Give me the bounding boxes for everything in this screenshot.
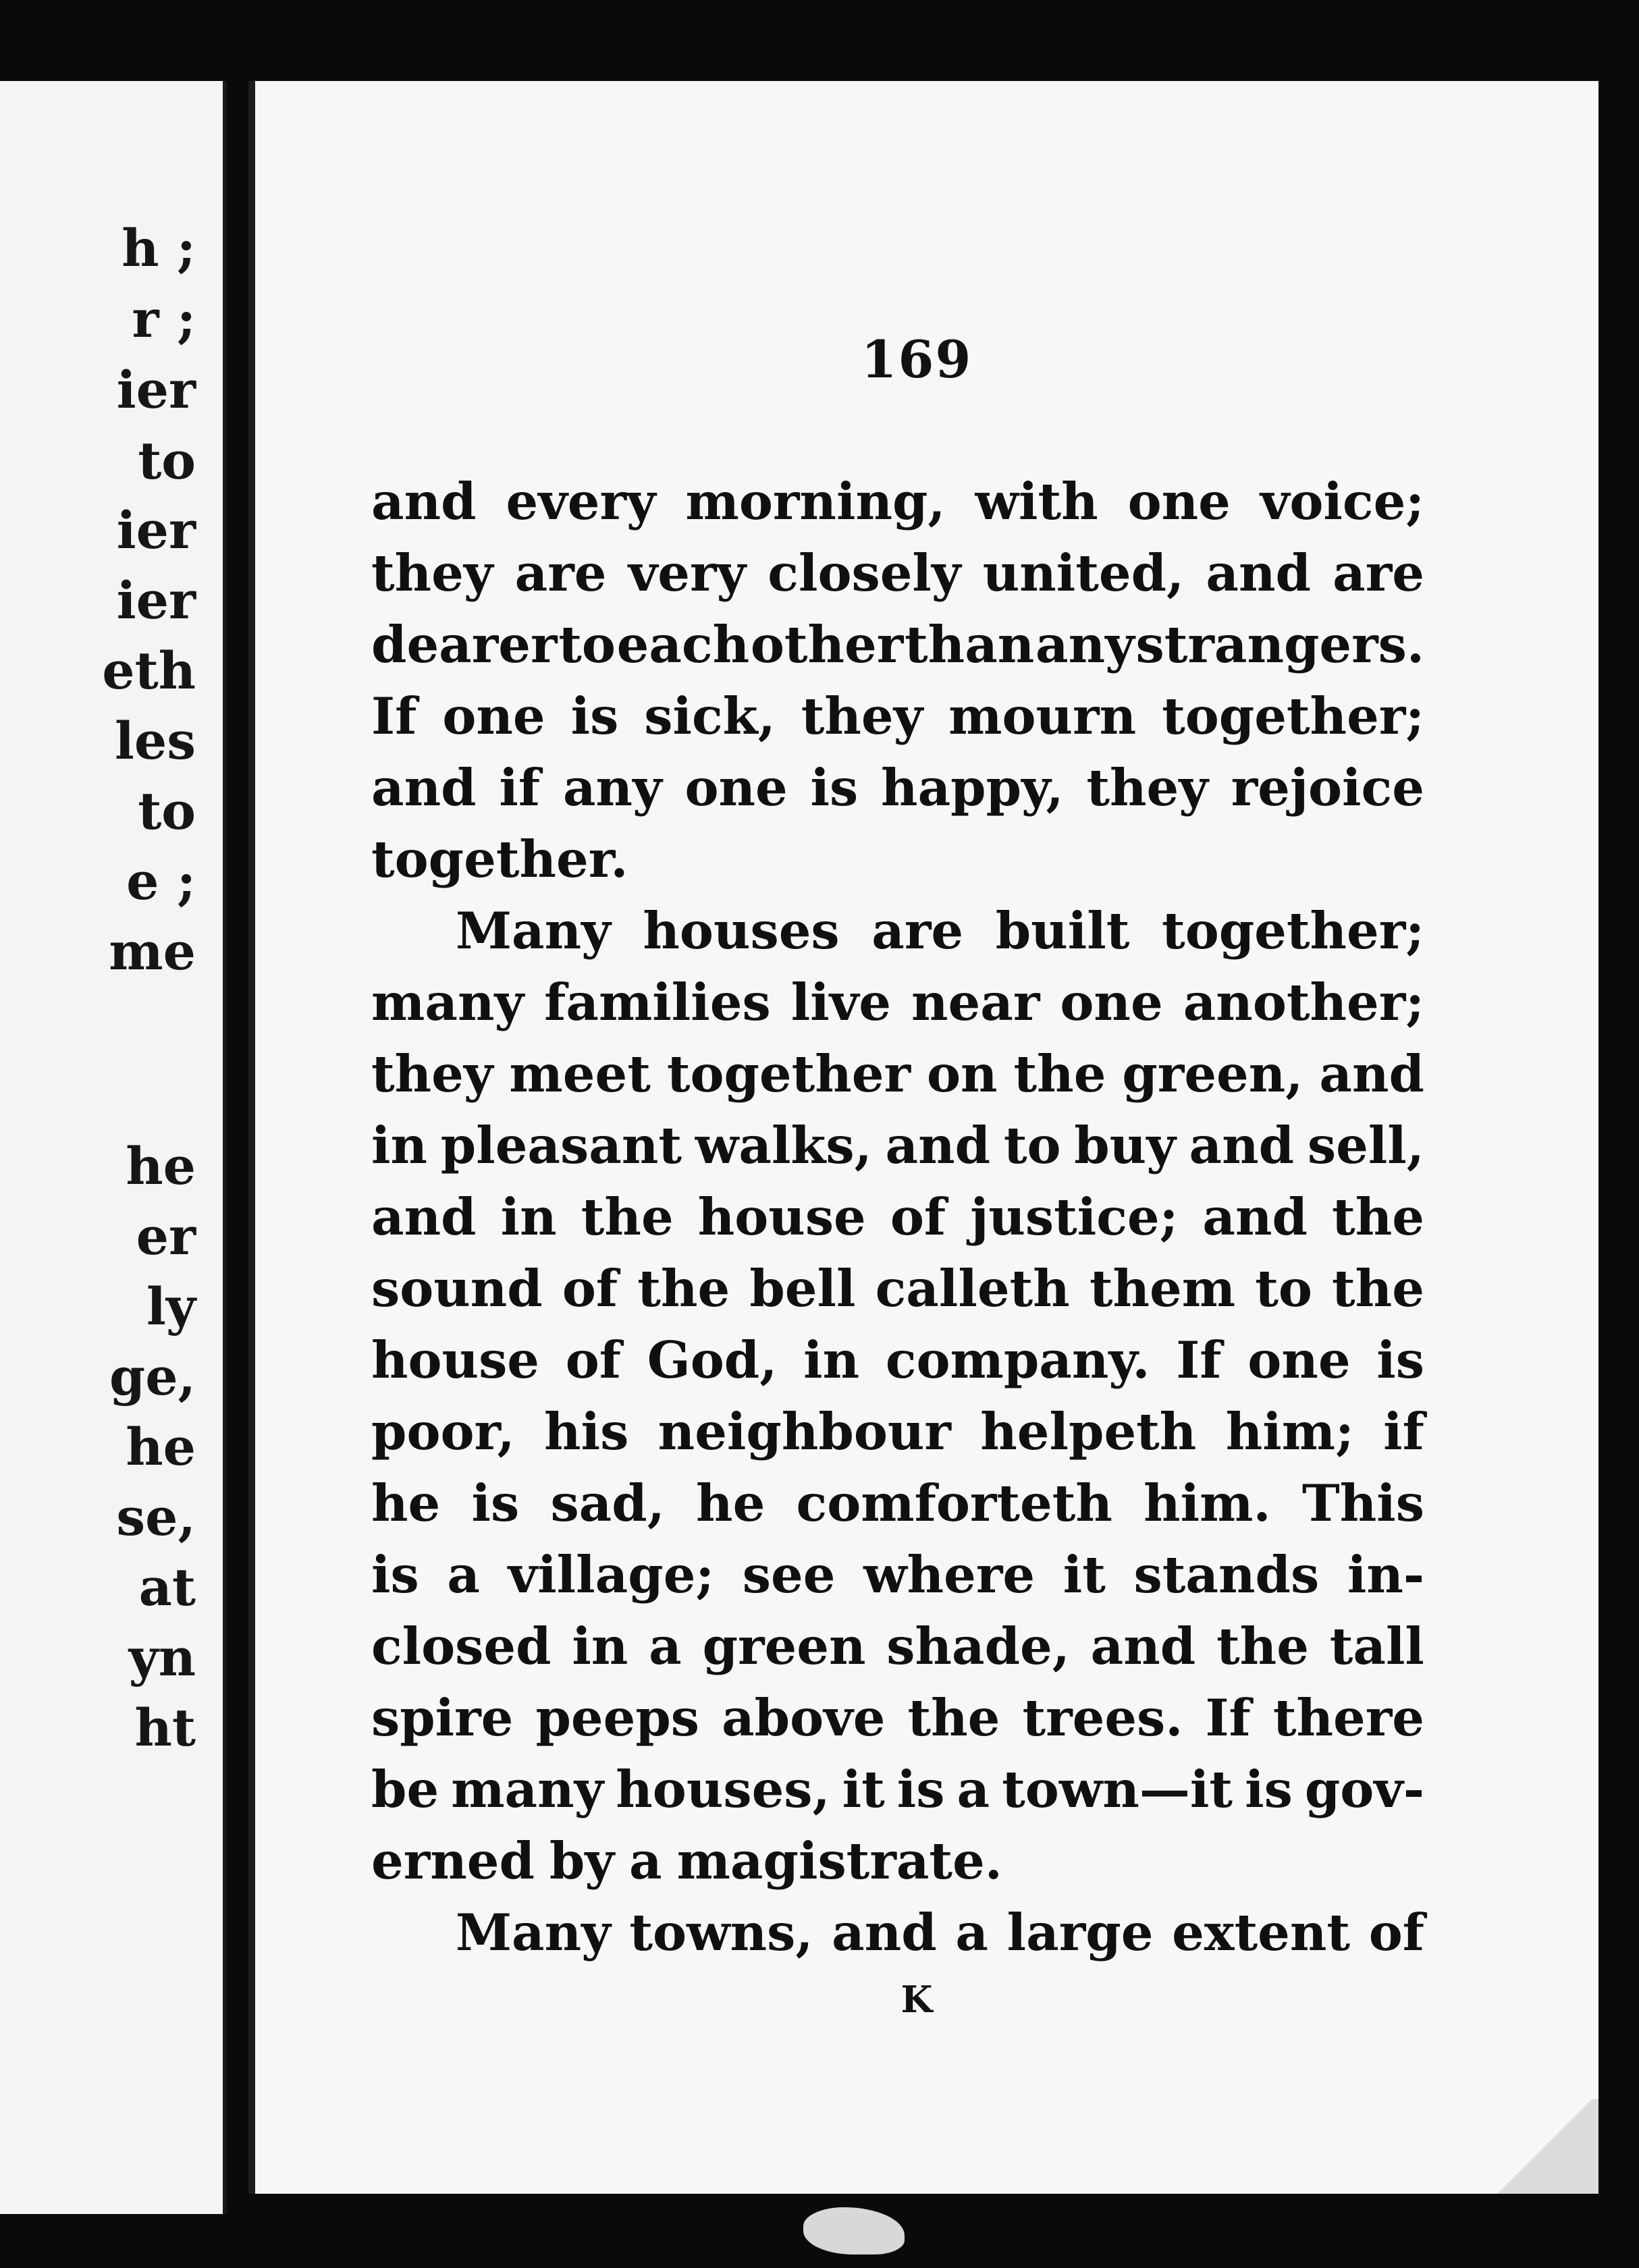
word: see	[742, 1545, 836, 1604]
left-page-fragment: r ;	[132, 289, 196, 349]
word: sound	[371, 1259, 543, 1318]
word: united,	[982, 543, 1185, 603]
word: one	[1247, 1330, 1351, 1390]
word: they	[1086, 758, 1208, 817]
word: and	[1090, 1617, 1196, 1676]
text-line	[371, 537, 1424, 609]
word: in-	[1347, 1545, 1424, 1604]
word: is	[371, 1545, 419, 1604]
word: above	[722, 1688, 886, 1748]
left-page-fragment: se,	[116, 1487, 196, 1547]
word: one	[684, 758, 788, 817]
word: God,	[647, 1330, 778, 1390]
word: company.	[885, 1330, 1150, 1390]
word: of	[565, 1330, 622, 1390]
word: green	[702, 1617, 866, 1676]
word: built	[995, 901, 1130, 961]
word: and	[1206, 543, 1311, 603]
left-page-fragment: ge,	[109, 1347, 196, 1407]
text-line	[371, 1181, 1424, 1253]
word: and	[371, 758, 477, 817]
word: trees.	[1022, 1688, 1183, 1748]
text-line	[371, 824, 1424, 895]
word: If	[371, 686, 417, 746]
word: shade,	[886, 1617, 1070, 1676]
text-line	[371, 752, 1424, 824]
word: on	[927, 1044, 998, 1104]
left-page-fragment: ier	[116, 500, 196, 560]
word: are	[1333, 543, 1424, 603]
word: houses,	[616, 1760, 830, 1819]
word: of	[1368, 1903, 1424, 1962]
left-page-fragment: e ;	[126, 851, 196, 911]
word: it	[842, 1760, 885, 1819]
word: each	[616, 615, 750, 674]
text-line	[371, 680, 1424, 752]
left-page-fragment: eth	[102, 641, 196, 701]
word: than	[905, 615, 1035, 674]
left-page-fragment: he	[126, 1417, 196, 1477]
word: the	[1216, 1617, 1309, 1676]
word: another;	[1183, 973, 1424, 1032]
body-text	[371, 466, 1424, 1968]
word: morning,	[685, 472, 946, 531]
text-line	[371, 895, 1424, 967]
left-page-fragment: to	[138, 431, 196, 491]
word: green,	[1122, 1044, 1304, 1104]
word: to	[558, 615, 616, 674]
word: they	[801, 686, 923, 746]
text-line	[371, 1467, 1424, 1539]
left-page-fragment: les	[114, 711, 196, 771]
text-line	[371, 967, 1424, 1038]
text-line	[371, 1611, 1424, 1682]
word: and	[885, 1116, 991, 1175]
word: it	[1063, 1545, 1106, 1604]
word: tall	[1329, 1617, 1424, 1676]
word: house	[697, 1187, 866, 1247]
word: helpeth	[980, 1402, 1197, 1461]
word: mourn	[948, 686, 1137, 746]
word: sell,	[1307, 1116, 1424, 1175]
word: town—it	[1002, 1760, 1233, 1819]
left-page-fragment: ier	[116, 570, 196, 630]
word: stands	[1133, 1545, 1320, 1604]
text-line	[371, 1897, 1424, 1968]
page-number: 169	[861, 329, 973, 389]
left-page-fragment: ht	[134, 1698, 196, 1758]
text-line	[371, 1539, 1424, 1611]
word: large	[1006, 1903, 1154, 1962]
word: a	[447, 1545, 480, 1604]
word: comforteth	[796, 1474, 1112, 1533]
word: and	[371, 472, 477, 531]
word: happy,	[881, 758, 1064, 817]
word: other	[750, 615, 904, 674]
word: the	[1332, 1187, 1424, 1247]
word: him.	[1144, 1474, 1271, 1533]
left-page-fragment: to	[138, 781, 196, 841]
word: with	[975, 472, 1098, 531]
word: sick,	[644, 686, 776, 746]
word: in	[572, 1617, 628, 1676]
word: to	[1003, 1116, 1061, 1175]
text-line	[371, 466, 1424, 537]
word: if	[1383, 1402, 1424, 1461]
word: together;	[1162, 686, 1424, 746]
word: rejoice	[1231, 758, 1424, 817]
word: and	[1319, 1044, 1424, 1104]
left-page-fragment: he	[126, 1136, 196, 1196]
word: houses	[643, 901, 840, 961]
word: in	[803, 1330, 860, 1390]
word: a	[649, 1617, 682, 1676]
word: buy	[1074, 1116, 1176, 1175]
word: together	[666, 1044, 911, 1104]
word: many	[371, 973, 525, 1032]
word: magistrate.	[676, 1831, 1002, 1891]
word: neighbour	[657, 1402, 951, 1461]
word: is	[896, 1760, 945, 1819]
word: by	[549, 1831, 614, 1891]
text-line	[371, 1682, 1424, 1754]
word: Many	[456, 1903, 611, 1962]
left-page-fragment: h ;	[122, 218, 196, 278]
word: voice;	[1260, 472, 1424, 531]
word: is	[810, 758, 859, 817]
folded-page-corner	[1490, 2099, 1598, 2194]
word: dearer	[371, 615, 558, 674]
left-page-fragment: me	[109, 921, 196, 981]
word: be	[371, 1760, 439, 1819]
word: a	[957, 1760, 990, 1819]
word: are	[871, 901, 964, 961]
word: is	[471, 1474, 520, 1533]
word: together;	[1162, 901, 1424, 961]
word: they	[371, 1044, 493, 1104]
word: is	[570, 686, 619, 746]
paper-scrap	[803, 2207, 905, 2254]
word: every	[506, 472, 656, 531]
word: strangers.	[1135, 615, 1424, 674]
word: If	[1205, 1688, 1251, 1748]
left-facing-page	[0, 81, 227, 2214]
word: If	[1176, 1330, 1222, 1390]
word: in	[371, 1116, 428, 1175]
word: one	[442, 686, 545, 746]
word: a	[955, 1903, 988, 1962]
word: they	[371, 543, 493, 603]
word: if	[499, 758, 541, 817]
word: meet	[509, 1044, 651, 1104]
word: and	[832, 1903, 937, 1962]
word: his	[544, 1402, 629, 1461]
word: one	[1060, 973, 1163, 1032]
word: pleasant	[440, 1116, 682, 1175]
text-line	[371, 1825, 1424, 1897]
word: there	[1272, 1688, 1424, 1748]
word: he	[696, 1474, 765, 1533]
word: calleth	[875, 1259, 1070, 1318]
word: the	[637, 1259, 730, 1318]
word: and	[1202, 1187, 1308, 1247]
word: families	[544, 973, 771, 1032]
word: are	[514, 543, 607, 603]
left-page-fragment: ier	[116, 360, 196, 420]
book-page	[248, 81, 1598, 2194]
word: closed	[371, 1617, 552, 1676]
word: the	[907, 1688, 1000, 1748]
left-page-fragment: yn	[128, 1627, 196, 1688]
word: village;	[508, 1545, 715, 1604]
text-line	[371, 1396, 1424, 1467]
word: This	[1301, 1474, 1424, 1533]
word: the	[581, 1187, 674, 1247]
word: bell	[749, 1259, 856, 1318]
word: live	[790, 973, 892, 1032]
word: in	[500, 1187, 557, 1247]
word: the	[1013, 1044, 1106, 1104]
word: them	[1089, 1259, 1236, 1318]
left-page-fragment: er	[136, 1206, 196, 1266]
word: towns,	[629, 1903, 813, 1962]
word: and	[371, 1187, 477, 1247]
text-line	[371, 1754, 1424, 1825]
word: walks,	[695, 1116, 872, 1175]
text-line	[371, 609, 1424, 680]
word: any	[562, 758, 662, 817]
text-line	[371, 1110, 1424, 1181]
word: of	[890, 1187, 946, 1247]
word: peeps	[535, 1688, 699, 1748]
word: justice;	[970, 1187, 1179, 1247]
word: is	[1376, 1330, 1424, 1390]
word: many	[451, 1760, 604, 1819]
text-line	[371, 1038, 1424, 1110]
word: Many	[456, 901, 611, 961]
word: of	[562, 1259, 618, 1318]
word: any	[1036, 615, 1135, 674]
word: one	[1127, 472, 1231, 531]
signature-mark: K	[901, 1978, 933, 2021]
word: erned	[371, 1831, 535, 1891]
text-line	[371, 1253, 1424, 1324]
left-page-fragment: at	[138, 1557, 196, 1617]
word: near	[911, 973, 1040, 1032]
word: closely	[768, 543, 961, 603]
word: house	[371, 1330, 540, 1390]
word: sad,	[550, 1474, 665, 1533]
word: very	[628, 543, 747, 603]
word: him;	[1225, 1402, 1354, 1461]
word: spire	[371, 1688, 514, 1748]
word: he	[371, 1474, 441, 1533]
word: and	[1189, 1116, 1295, 1175]
word: where	[863, 1545, 1036, 1604]
word: to	[1255, 1259, 1312, 1318]
word: gov-	[1304, 1760, 1424, 1819]
word: the	[1332, 1259, 1424, 1318]
word: is	[1245, 1760, 1293, 1819]
word: a	[628, 1831, 662, 1891]
word: poor,	[371, 1402, 515, 1461]
text-line	[371, 1324, 1424, 1396]
word: extent	[1172, 1903, 1351, 1962]
left-page-fragment: ly	[146, 1276, 196, 1336]
word: together.	[371, 830, 628, 889]
